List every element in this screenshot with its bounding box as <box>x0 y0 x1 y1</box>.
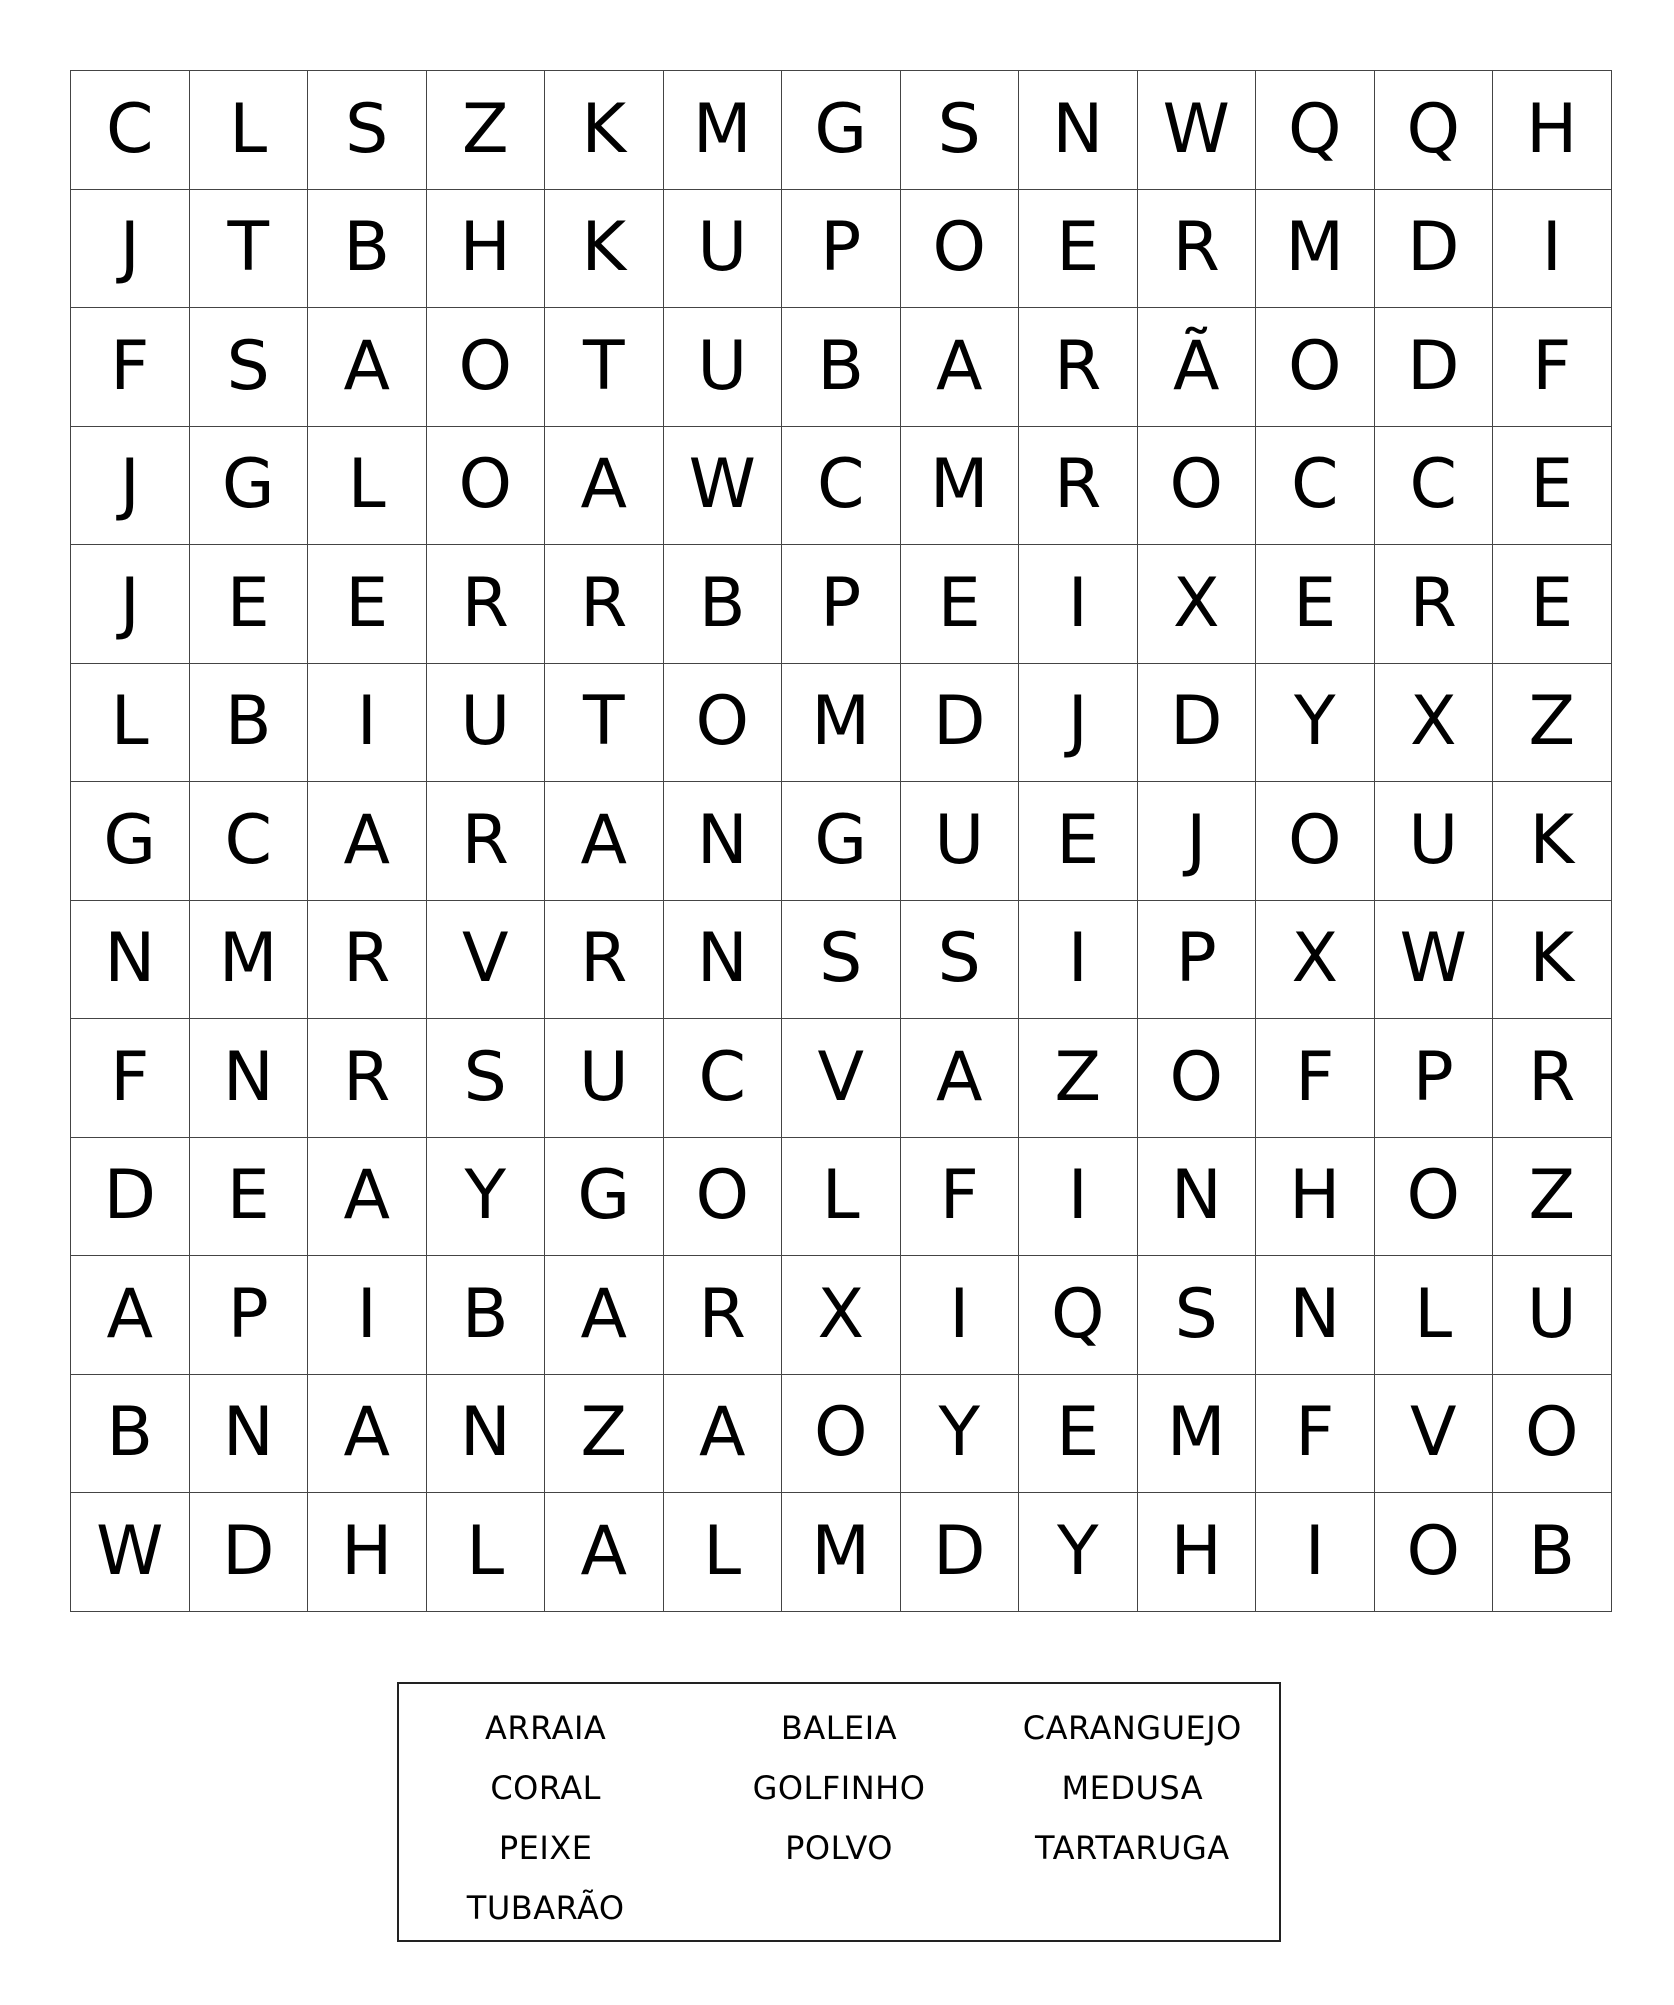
grid-cell[interactable]: O <box>664 1138 783 1257</box>
grid-cell[interactable]: H <box>308 1493 427 1612</box>
grid-cell[interactable]: R <box>1493 1019 1612 1138</box>
grid-cell[interactable]: O <box>664 664 783 783</box>
grid-cell[interactable]: A <box>308 1375 427 1494</box>
grid-cell[interactable]: K <box>1493 782 1612 901</box>
grid-cell[interactable]: B <box>427 1256 546 1375</box>
grid-cell[interactable]: O <box>1493 1375 1612 1494</box>
grid-cell[interactable]: Q <box>1256 71 1375 190</box>
grid-cell[interactable]: R <box>1019 427 1138 546</box>
grid-cell[interactable]: R <box>427 782 546 901</box>
grid-cell[interactable]: F <box>901 1138 1020 1257</box>
grid-cell[interactable]: Y <box>1019 1493 1138 1612</box>
grid-cell[interactable]: R <box>1138 190 1257 309</box>
grid-cell[interactable]: A <box>545 1493 664 1612</box>
grid-cell[interactable]: F <box>71 1019 190 1138</box>
grid-cell[interactable]: H <box>1493 71 1612 190</box>
grid-cell[interactable]: F <box>1493 308 1612 427</box>
grid-cell[interactable]: E <box>901 545 1020 664</box>
grid-cell[interactable]: R <box>1019 308 1138 427</box>
grid-cell[interactable]: E <box>1019 782 1138 901</box>
grid-cell[interactable]: E <box>1493 427 1612 546</box>
grid-cell[interactable]: L <box>664 1493 783 1612</box>
grid-cell[interactable]: A <box>71 1256 190 1375</box>
grid-cell[interactable]: N <box>664 782 783 901</box>
grid-cell[interactable]: D <box>901 664 1020 783</box>
grid-cell[interactable]: R <box>545 901 664 1020</box>
grid-cell[interactable]: A <box>545 782 664 901</box>
grid-cell[interactable]: B <box>1493 1493 1612 1612</box>
grid-cell[interactable]: Ã <box>1138 308 1257 427</box>
grid-cell[interactable]: D <box>190 1493 309 1612</box>
grid-cell[interactable]: E <box>190 545 309 664</box>
grid-cell[interactable]: L <box>1375 1256 1494 1375</box>
grid-cell[interactable]: G <box>782 71 901 190</box>
grid-cell[interactable]: O <box>427 308 546 427</box>
grid-cell[interactable]: O <box>1256 308 1375 427</box>
grid-cell[interactable]: E <box>308 545 427 664</box>
grid-cell[interactable]: L <box>427 1493 546 1612</box>
grid-cell[interactable]: F <box>1256 1019 1375 1138</box>
grid-cell[interactable]: U <box>1493 1256 1612 1375</box>
grid-cell[interactable]: J <box>71 545 190 664</box>
grid-cell[interactable]: G <box>545 1138 664 1257</box>
grid-cell[interactable]: C <box>71 71 190 190</box>
grid-cell[interactable]: G <box>190 427 309 546</box>
grid-cell[interactable]: L <box>308 427 427 546</box>
grid-cell[interactable]: Y <box>427 1138 546 1257</box>
grid-cell[interactable]: C <box>1256 427 1375 546</box>
grid-cell[interactable]: M <box>782 664 901 783</box>
grid-cell[interactable]: G <box>71 782 190 901</box>
grid-cell[interactable]: P <box>1375 1019 1494 1138</box>
grid-cell[interactable]: H <box>1256 1138 1375 1257</box>
grid-cell[interactable]: J <box>1138 782 1257 901</box>
grid-cell[interactable]: C <box>782 427 901 546</box>
grid-cell[interactable]: T <box>190 190 309 309</box>
grid-cell[interactable]: K <box>545 71 664 190</box>
grid-cell[interactable]: F <box>1256 1375 1375 1494</box>
grid-cell[interactable]: I <box>308 1256 427 1375</box>
grid-cell[interactable]: H <box>427 190 546 309</box>
grid-cell[interactable]: Q <box>1375 71 1494 190</box>
grid-cell[interactable]: S <box>190 308 309 427</box>
grid-cell[interactable]: A <box>664 1375 783 1494</box>
grid-cell[interactable]: B <box>190 664 309 783</box>
grid-cell[interactable]: I <box>308 664 427 783</box>
grid-cell[interactable]: U <box>545 1019 664 1138</box>
word-list-item: MEDUSA <box>1061 1769 1204 1807</box>
grid-cell[interactable]: W <box>1375 901 1494 1020</box>
grid-cell[interactable]: I <box>1019 901 1138 1020</box>
grid-cell[interactable]: U <box>664 190 783 309</box>
grid-cell[interactable]: N <box>190 1375 309 1494</box>
grid-cell[interactable]: B <box>664 545 783 664</box>
grid-cell[interactable]: O <box>1375 1493 1494 1612</box>
grid-cell[interactable]: K <box>545 190 664 309</box>
grid-cell[interactable]: M <box>782 1493 901 1612</box>
grid-cell[interactable]: S <box>901 901 1020 1020</box>
grid-cell[interactable]: U <box>1375 782 1494 901</box>
grid-cell[interactable]: K <box>1493 901 1612 1020</box>
grid-cell[interactable]: V <box>782 1019 901 1138</box>
word-list-item: GOLFINHO <box>752 1769 926 1807</box>
grid-cell[interactable]: C <box>190 782 309 901</box>
grid-cell[interactable]: P <box>782 190 901 309</box>
grid-cell[interactable]: R <box>308 1019 427 1138</box>
word-list-item: CARANGUEJO <box>1022 1709 1242 1747</box>
grid-cell[interactable]: M <box>664 71 783 190</box>
grid-cell[interactable]: M <box>190 901 309 1020</box>
grid-cell[interactable]: Z <box>1019 1019 1138 1138</box>
grid-cell[interactable]: B <box>71 1375 190 1494</box>
grid-cell[interactable]: R <box>664 1256 783 1375</box>
grid-cell[interactable]: O <box>1138 1019 1257 1138</box>
grid-cell[interactable]: J <box>1019 664 1138 783</box>
grid-cell[interactable]: Z <box>427 71 546 190</box>
grid-cell[interactable]: A <box>545 427 664 546</box>
grid-cell[interactable]: N <box>1138 1138 1257 1257</box>
grid-cell[interactable]: Y <box>1256 664 1375 783</box>
grid-cell[interactable]: E <box>1019 190 1138 309</box>
grid-cell[interactable]: N <box>427 1375 546 1494</box>
grid-cell[interactable]: O <box>1375 1138 1494 1257</box>
grid-cell[interactable]: D <box>1375 190 1494 309</box>
word-list-item: CORAL <box>490 1769 601 1807</box>
grid-cell[interactable]: O <box>427 427 546 546</box>
grid-cell[interactable]: W <box>664 427 783 546</box>
grid-cell[interactable]: E <box>190 1138 309 1257</box>
grid-cell[interactable]: Q <box>1019 1256 1138 1375</box>
grid-cell[interactable]: S <box>901 71 1020 190</box>
grid-cell[interactable]: E <box>1256 545 1375 664</box>
grid-cell[interactable]: L <box>190 71 309 190</box>
grid-cell[interactable]: R <box>427 545 546 664</box>
word-search-grid <box>70 70 1612 1612</box>
grid-cell[interactable]: O <box>1138 427 1257 546</box>
grid-cell[interactable]: X <box>1256 901 1375 1020</box>
grid-cell[interactable]: B <box>782 308 901 427</box>
grid-cell[interactable]: X <box>1375 664 1494 783</box>
grid-cell[interactable]: B <box>308 190 427 309</box>
word-list-item: POLVO <box>785 1829 893 1867</box>
grid-cell[interactable]: C <box>664 1019 783 1138</box>
grid-cell[interactable]: U <box>427 664 546 783</box>
grid-cell[interactable]: V <box>427 901 546 1020</box>
grid-cell[interactable]: R <box>308 901 427 1020</box>
word-list-item: TUBARÃO <box>466 1889 625 1927</box>
grid-cell[interactable]: P <box>1138 901 1257 1020</box>
grid-cell[interactable]: M <box>901 427 1020 546</box>
grid-cell[interactable]: L <box>71 664 190 783</box>
grid-cell[interactable]: N <box>664 901 783 1020</box>
grid-cell[interactable]: E <box>1493 545 1612 664</box>
grid-cell[interactable]: J <box>71 190 190 309</box>
grid-cell[interactable]: A <box>901 1019 1020 1138</box>
grid-cell[interactable]: D <box>901 1493 1020 1612</box>
grid-cell[interactable]: N <box>71 901 190 1020</box>
word-list-item: BALEIA <box>780 1709 898 1747</box>
grid-cell[interactable]: A <box>308 1138 427 1257</box>
grid-cell[interactable]: I <box>1256 1493 1375 1612</box>
word-list <box>397 1682 1281 1942</box>
grid-cell[interactable]: W <box>1138 71 1257 190</box>
grid-cell[interactable]: X <box>1138 545 1257 664</box>
grid-cell[interactable]: W <box>71 1493 190 1612</box>
grid-cell[interactable]: T <box>545 308 664 427</box>
grid-cell[interactable]: X <box>782 1256 901 1375</box>
grid-cell[interactable]: P <box>782 545 901 664</box>
grid-cell[interactable]: N <box>1019 71 1138 190</box>
grid-cell[interactable]: C <box>1375 427 1494 546</box>
grid-cell[interactable]: Z <box>545 1375 664 1494</box>
grid-cell[interactable]: S <box>782 901 901 1020</box>
grid-cell[interactable]: Z <box>1493 1138 1612 1257</box>
word-list-item: TARTARUGA <box>1035 1829 1230 1867</box>
grid-cell[interactable]: E <box>1019 1375 1138 1494</box>
grid-cell[interactable]: L <box>782 1138 901 1257</box>
grid-cell[interactable]: V <box>1375 1375 1494 1494</box>
grid-cell[interactable]: O <box>901 190 1020 309</box>
grid-cell[interactable]: A <box>901 308 1020 427</box>
grid-cell[interactable]: D <box>1375 308 1494 427</box>
grid-cell[interactable]: J <box>71 427 190 546</box>
grid-cell[interactable]: Z <box>1493 664 1612 783</box>
grid-cell[interactable]: H <box>1138 1493 1257 1612</box>
grid-cell[interactable]: M <box>1138 1375 1257 1494</box>
grid-cell[interactable]: N <box>1256 1256 1375 1375</box>
grid-cell[interactable]: M <box>1256 190 1375 309</box>
word-list-item: ARRAIA <box>485 1709 607 1747</box>
grid-cell[interactable]: U <box>664 308 783 427</box>
grid-cell[interactable]: S <box>1138 1256 1257 1375</box>
grid-cell[interactable]: N <box>190 1019 309 1138</box>
grid-cell[interactable]: P <box>190 1256 309 1375</box>
grid-cell[interactable]: U <box>901 782 1020 901</box>
grid-cell[interactable]: D <box>1138 664 1257 783</box>
grid-cell[interactable]: O <box>782 1375 901 1494</box>
grid-cell[interactable]: I <box>1019 1138 1138 1257</box>
grid-cell[interactable]: R <box>1375 545 1494 664</box>
grid-cell[interactable]: I <box>901 1256 1020 1375</box>
grid-cell[interactable]: A <box>308 308 427 427</box>
grid-cell[interactable]: S <box>308 71 427 190</box>
grid-cell[interactable]: R <box>545 545 664 664</box>
grid-cell[interactable]: O <box>1256 782 1375 901</box>
grid-cell[interactable]: I <box>1493 190 1612 309</box>
grid-cell[interactable]: D <box>71 1138 190 1257</box>
grid-cell[interactable]: I <box>1019 545 1138 664</box>
grid-cell[interactable]: Y <box>901 1375 1020 1494</box>
grid-cell[interactable]: A <box>545 1256 664 1375</box>
grid-cell[interactable]: S <box>427 1019 546 1138</box>
grid-cell[interactable]: A <box>308 782 427 901</box>
word-list-item: PEIXE <box>498 1829 593 1867</box>
grid-cell[interactable]: T <box>545 664 664 783</box>
grid-cell[interactable]: F <box>71 308 190 427</box>
grid-cell[interactable]: G <box>782 782 901 901</box>
